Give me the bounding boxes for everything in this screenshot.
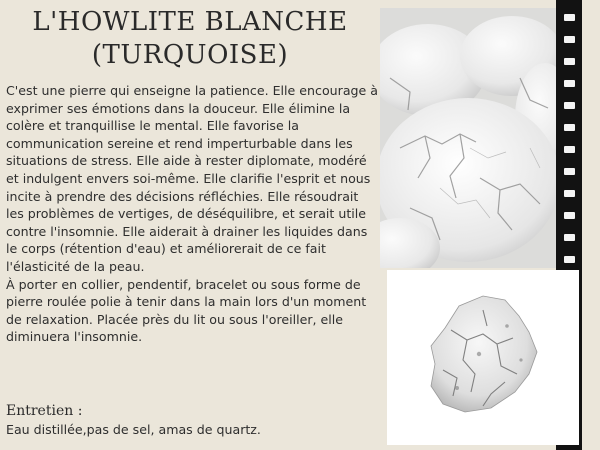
title-line-2: (TURQUOISE) xyxy=(91,40,289,70)
film-hole xyxy=(564,36,575,43)
film-hole xyxy=(564,234,575,241)
care-heading: Entretien : xyxy=(6,403,83,419)
film-hole xyxy=(564,190,575,197)
film-hole xyxy=(564,58,575,65)
care-text: Eau distillée,pas de sel, amas de quartz. xyxy=(6,422,261,437)
raw-stone-photo xyxy=(387,270,579,445)
description-paragraph-1: C'est une pierre qui enseigne la patience. Elle encourage à exprimer ses émotions dans la douceur. Elle élimine la colère et tranquillise le mental. Elle favorise la communication sereine et rend imperturbable dans les situations de stress. Elle aide à rester diplomate, modéré et indulgent envers soi-même. Elle clarifie l'esprit et nous incite à prendre des décisions réfléchies. Elle résoudrait les problèmes de vertiges, de déséquilibre, et serait utile contre l'insomnie. Elle aiderait à drainer les liquides dans le corps (rétention d'eau) et améliorerait de ce fait l'élasticité de la peau. xyxy=(6,83,378,274)
film-hole xyxy=(564,256,575,263)
polished-stones-photo xyxy=(380,8,556,268)
raw-stone-illustration xyxy=(387,270,579,445)
film-hole xyxy=(564,14,575,21)
film-hole xyxy=(564,168,575,175)
film-hole xyxy=(564,124,575,131)
title-line-1: L'HOWLITE BLANCHE xyxy=(32,7,348,37)
film-hole xyxy=(564,80,575,87)
page-title xyxy=(0,6,380,72)
description xyxy=(6,82,378,346)
description-paragraph-2: À porter en collier, pendentif, bracelet ou sous forme de pierre roulée polie à tenir dans la main lors d'un moment de relaxation. Placée près du lit ou sous l'oreiller, elle diminuera l'insomnie. xyxy=(6,276,367,345)
film-hole xyxy=(564,212,575,219)
polished-stones-illustration xyxy=(380,8,556,268)
film-hole xyxy=(564,102,575,109)
film-hole xyxy=(564,146,575,153)
